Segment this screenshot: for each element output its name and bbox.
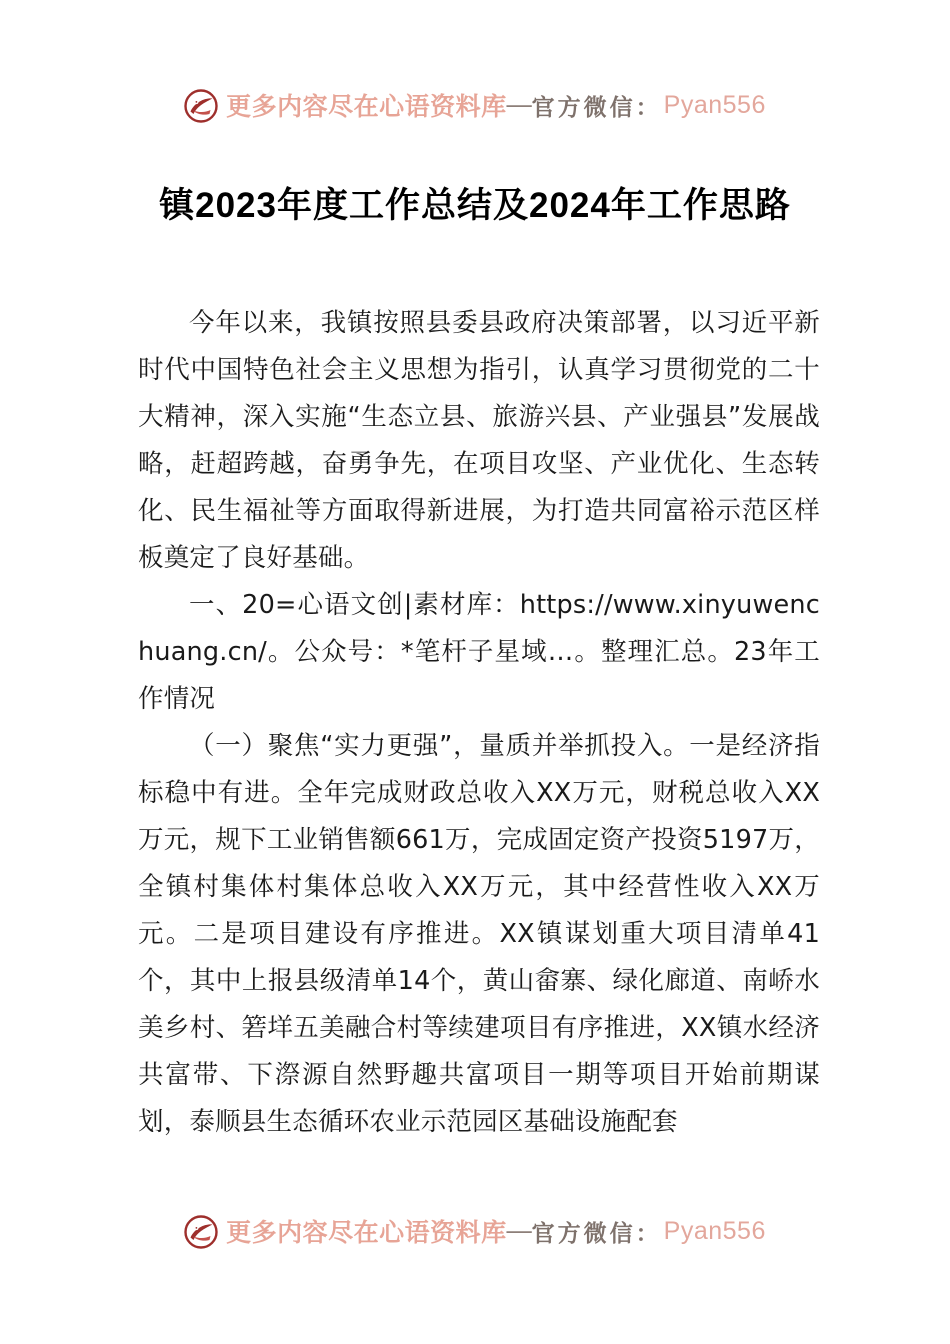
swirl-seal-logo-icon xyxy=(184,1215,218,1249)
watermark-main-text: 更多内容尽在心语资料库 xyxy=(226,94,507,121)
watermark-account-id: Pyan556 xyxy=(663,90,766,119)
watermark-dash: — xyxy=(506,1217,532,1244)
watermark-sub-text: 官方微信： xyxy=(531,94,662,120)
watermark-main-text: 更多内容尽在心语资料库 xyxy=(226,1220,507,1247)
paragraph-intro: 今年以来，我镇按照县委县政府决策部署，以习近平新时代中国特色社会主义思想为指引，认真学习贯彻党的二十大精神，深入实施“生态立县、旅游兴县、产业强县”发展战略，赶超跨越，奋勇争先，在项目攻坚、产业优化、生态转化、民生福祉等方面取得新进展，为打造共同富裕示范区样板奠定了良好基础。 xyxy=(138,308,820,573)
paragraph-subsection-one: （一）聚焦“实力更强”，量质并举抓投入。一是经济指标稳中有进。全年完成财政总收入XX万元，财税总收入XX万元，规下工业销售额661万，完成固定资产投资5197万，全镇村集体村集体总收入XX万元，其中经营性收入XX万元。二是项目建设有序推进。XX镇谋划重大项目清单41个，其中上报县级清单14个，黄山畲寨、绿化廊道、南峤水美乡村、箬垟五美融合村等续建项目有序推进，XX镇水经济共富带、下漈源自然野趣共富项目一期等项目开始前期谋划，泰顺县生态循环农业示范园区基础设施配套 xyxy=(138,731,820,1137)
watermark-sub-text: 官方微信： xyxy=(531,1220,662,1246)
swirl-seal-logo-icon xyxy=(184,89,218,123)
footer-watermark xyxy=(0,1208,950,1254)
page-title: 镇2023年度工作总结及2024年工作思路 xyxy=(159,186,791,226)
watermark-dash: — xyxy=(506,91,532,118)
paragraph-section-one-heading: 一、20=心语文创|素材库：https://www.xinyuwenchuang.cn/。公众号：*笔杆子星域…。整理汇总。23年工作情况 xyxy=(138,590,820,714)
header-watermark xyxy=(0,82,950,128)
watermark-account-id: Pyan556 xyxy=(663,1216,766,1245)
document-body xyxy=(138,300,820,1146)
